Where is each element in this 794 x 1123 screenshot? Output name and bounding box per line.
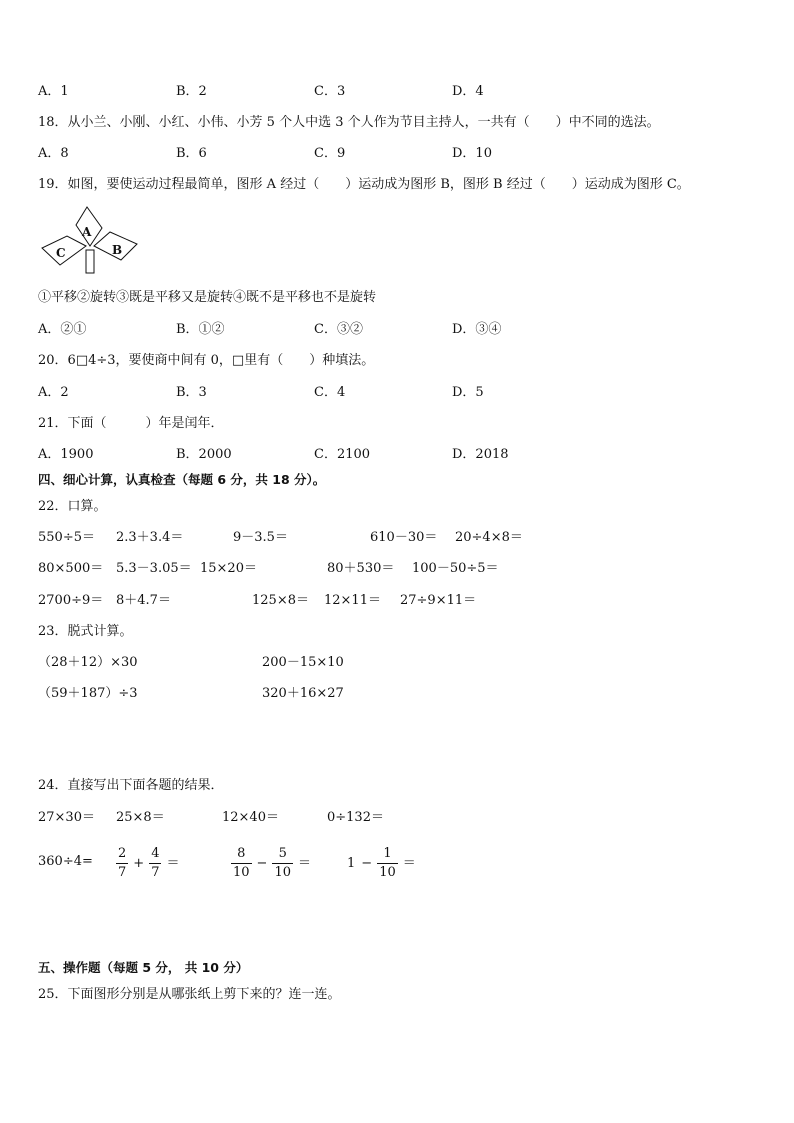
q18-stem: 18．从小兰、小刚、小红、小伟、小芳 5 个人中选 3 个人作为节目主持人，一共有（ ）中不同的选法。 [38, 115, 660, 130]
q17-option-b: B．2 [176, 84, 207, 99]
q24-fraction-expression: $\frac{2}{7}$ + $\frac{4}{7}$ ＝ [118, 846, 180, 880]
q21-option-a: A．1900 [38, 447, 94, 462]
q20-stem: 20．6□4÷3，要使商中间有 0，□里有（ ）种填法。 [38, 353, 375, 368]
q22-item: 20÷4×8＝ [455, 530, 523, 545]
q18-option-d: D．10 [452, 146, 492, 161]
figure-label-a: A [82, 225, 92, 239]
q25-stem: 25．下面图形分别是从哪张纸上剪下来的？连一连。 [38, 987, 341, 1002]
q23-item: 320＋16×27 [262, 686, 344, 701]
q17-option-c: C．3 [314, 84, 346, 99]
q18-option-c: C．9 [314, 146, 346, 161]
q23-stem: 23．脱式计算。 [38, 624, 133, 639]
q24-stem: 24．直接写出下面各题的结果． [38, 778, 224, 793]
q22-item: 2.3＋3.4＝ [116, 530, 184, 545]
figure-label-c: C [56, 246, 66, 260]
q22-item: 27÷9×11＝ [400, 593, 477, 608]
q19-option-b: B．①② [176, 322, 225, 337]
q22-item: 550÷5＝ [38, 530, 95, 545]
q21-option-d: D．2018 [452, 447, 509, 462]
q22-item: 80＋530＝ [327, 561, 395, 576]
q21-option-b: B．2000 [176, 447, 232, 462]
q22-item: 2700÷9＝ [38, 593, 104, 608]
q24-fraction-expression: 1 − $\frac{1}{10}$ ＝ [347, 846, 416, 880]
fraction: $\frac{2}{7}$ [118, 846, 127, 880]
q23-item: 200－15×10 [262, 655, 344, 670]
q18-option-b: B．6 [176, 146, 207, 161]
rotation-figure [38, 205, 142, 277]
q23-item: （59＋187）÷3 [38, 686, 138, 701]
q20-option-d: D．5 [452, 385, 484, 400]
q20-option-a: A．2 [38, 385, 69, 400]
q22-item: 15×20＝ [200, 561, 257, 576]
q20-option-c: C．4 [314, 385, 346, 400]
fraction: $\frac{5}{10}$ [274, 846, 291, 880]
q21-option-c: C．2100 [314, 447, 371, 462]
q22-item: 610－30＝ [370, 530, 438, 545]
q24-item: 360÷4= [38, 854, 93, 869]
q19-option-c: C．③② [314, 322, 363, 337]
section-4-heading: 四、细心计算，认真检查（每题 6 分，共 18 分）。 [38, 472, 326, 487]
q24-item: 25×8＝ [116, 810, 165, 825]
fraction: $\frac{1}{10}$ [379, 846, 396, 880]
stem-rectangle [86, 250, 94, 273]
q22-item: 12×11＝ [324, 593, 381, 608]
q22-item: 125×8＝ [252, 593, 309, 608]
q17-option-a: A．1 [38, 84, 69, 99]
q22-item: 9－3.5＝ [233, 530, 288, 545]
fraction: $\frac{8}{10}$ [233, 846, 250, 880]
q22-stem: 22．口算。 [38, 499, 107, 514]
q19-option-d: D．③④ [452, 322, 502, 337]
q18-option-a: A．8 [38, 146, 69, 161]
q24-item: 27×30＝ [38, 810, 95, 825]
q17-option-d: D．4 [452, 84, 484, 99]
q22-item: 5.3－3.05＝ [116, 561, 192, 576]
q22-item: 8＋4.7＝ [116, 593, 171, 608]
q24-item: 0÷132＝ [327, 810, 384, 825]
q21-stem: 21．下面（ ）年是闰年． [38, 416, 224, 431]
q19-statement: ①平移②旋转③既是平移又是旋转④既不是平移也不是旋转 [38, 290, 377, 305]
q19-stem: 19．如图，要使运动过程最简单，图形 A 经过（ ）运动成为图形 B，图形 B 经过（ ）运动成为图形 C。 [38, 177, 690, 192]
q20-option-b: B．3 [176, 385, 207, 400]
q22-item: 80×500＝ [38, 561, 104, 576]
q24-fraction-expression: $\frac{8}{10}$ − $\frac{5}{10}$ ＝ [233, 846, 312, 880]
q22-item: 100－50÷5＝ [412, 561, 499, 576]
q23-item: （28＋12）×30 [38, 655, 138, 670]
section-5-heading: 五、操作题（每题 5 分， 共 10 分） [38, 960, 249, 975]
q19-option-a: A．②① [38, 322, 87, 337]
q24-item: 12×40＝ [222, 810, 279, 825]
fraction: $\frac{4}{7}$ [151, 846, 160, 880]
figure-label-b: B [112, 243, 123, 257]
